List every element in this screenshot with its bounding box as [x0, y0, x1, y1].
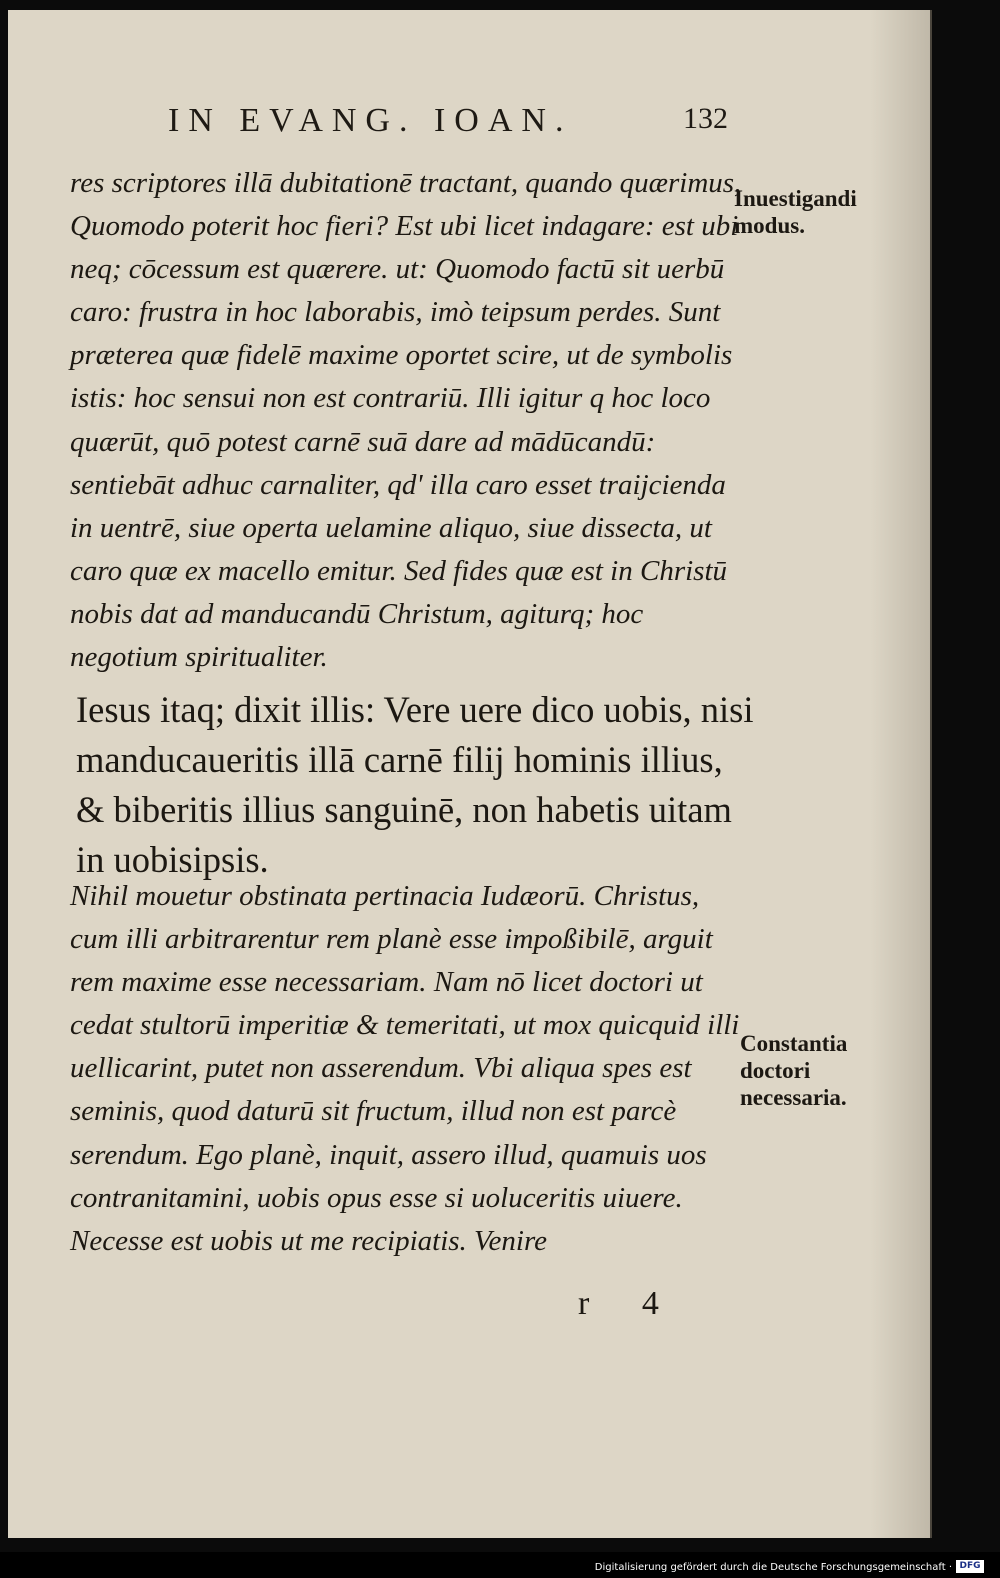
scripture-quotation: Iesus itaq; dixit illis: Vere uere dico uobis, nisi manducaueritis illā carnē filij hominis illius, & biberitis illius sanguinē, non habetis uitam in uobisipsis. — [76, 689, 754, 880]
running-head: IN EVANG. IOAN. — [168, 102, 573, 139]
commentary-paragraph-1: res scriptores illā dubitationē tractant, quando quærimus, Quomodo poterit hoc fieri? Est ubi licet indagare: est ubi neq; cōcessum est quærere. ut: Quomodo factū sit uerbū caro: frustra in hoc laborabis, imò teipsum perdes. Sunt præterea quæ fidelē maxime oportet scire, ut de symbolis istis: hoc sensui non est contrariū. Illi igitur q hoc loco quærūt, quō potest carnē suā dare ad mādūcandū: sentiebāt adhuc carnaliter, qd' illa caro esset traijcienda in uentrē, siue operta uelamine aliquo, siue dissecta, ut caro quæ ex macello emitur. Sed fides quæ est in Christū nobis dat ad manducandū Christum, agiturq; hoc negotium spiritualiter. — [70, 167, 742, 674]
dfg-logo: DFG — [956, 1560, 984, 1573]
book-page — [8, 10, 932, 1538]
margin-note-1: Inuestigandi modus. — [734, 186, 857, 238]
margin-note-2: Constantia doctori necessaria. — [740, 1031, 848, 1110]
commentary-paragraph-2: Nihil mouetur obstinata pertinacia Iudæorū. Christus, cum illi arbitrarentur rem planè esse impoßibilē, arguit rem maxime esse necessariam. Nam nō licet doctori ut cedat stultorū imperitiæ & temeritati, ut mox quicquid illi uellicarint, putet non asserendum. Vbi aliqua spes est seminis, quod daturū sit fructum, illud non est parcè serendum. Ego planè, inquit, assero illud, quamuis uos contranitamini, uobis opus esse si uoluceritis uiuere. Necesse est uobis ut me recipiatis. Venire — [70, 880, 740, 1257]
signature-mark: r 4 — [578, 1285, 681, 1322]
funding-credit: Digitalisierung gefördert durch die Deutsche Forschungsgemeinschaft · — [594, 1562, 952, 1573]
footer-bar — [0, 1552, 1000, 1578]
page-header — [168, 102, 728, 150]
page-number: 132 — [683, 102, 728, 135]
